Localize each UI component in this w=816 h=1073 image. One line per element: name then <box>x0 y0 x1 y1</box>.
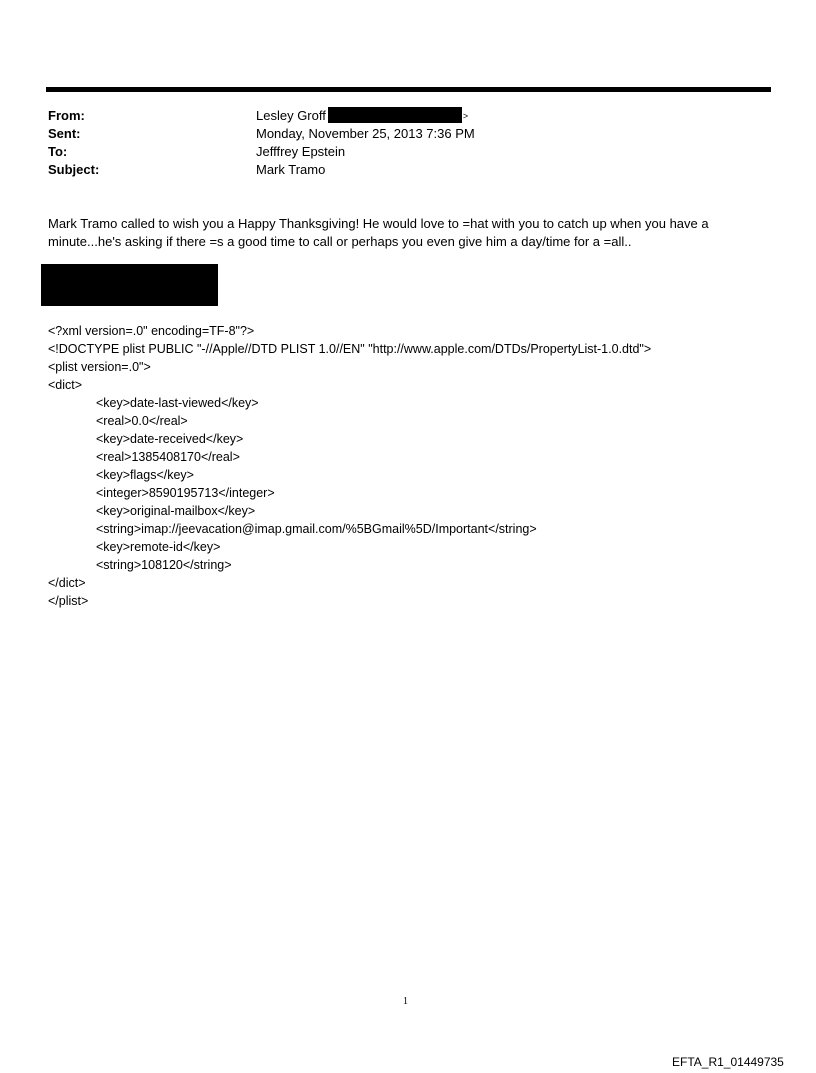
from-row <box>48 107 475 125</box>
to-row <box>48 143 475 161</box>
xml-line: <string>108120</string> <box>96 558 232 572</box>
xml-line: <real>1385408170</real> <box>96 450 240 464</box>
body-line-1: Mark Tramo called to wish you a Happy Thanksgiving! He would love to =hat with you to catch up when you have a <box>48 216 709 231</box>
from-name: Lesley Groff <box>256 108 326 123</box>
email-body <box>48 215 768 251</box>
xml-line: <key>original-mailbox</key> <box>96 504 256 518</box>
header-rule <box>46 87 771 92</box>
xml-line: <key>flags</key> <box>96 468 194 482</box>
to-value: Jefffrey Epstein <box>256 144 346 159</box>
email-header <box>48 107 475 179</box>
redaction-signature-block <box>41 264 218 306</box>
bates-number: EFTA_R1_01449735 <box>672 1055 784 1069</box>
xml-line: </plist> <box>48 594 89 608</box>
xml-line: <dict> <box>48 378 83 392</box>
sent-value: Monday, November 25, 2013 7:36 PM <box>256 126 475 141</box>
xml-line: <string>imap://jeevacation@imap.gmail.com/%5BGmail%5D/Important</string> <box>96 522 537 536</box>
sent-label: Sent: <box>48 126 81 141</box>
plist-xml-block <box>48 322 651 610</box>
xml-line: <key>date-received</key> <box>96 432 244 446</box>
sent-row <box>48 125 475 143</box>
from-trailing: > <box>462 111 469 121</box>
xml-line: <key>remote-id</key> <box>96 540 221 554</box>
redaction-email-address <box>328 107 462 123</box>
xml-line: <plist version=.0"> <box>48 360 151 374</box>
xml-line: <integer>8590195713</integer> <box>96 486 275 500</box>
from-label: From: <box>48 108 85 123</box>
to-label: To: <box>48 144 68 159</box>
xml-line: <!DOCTYPE plist PUBLIC "-//Apple//DTD PLIST 1.0//EN" "http://www.apple.com/DTDs/PropertyList-1.0.dtd"> <box>48 342 652 356</box>
subject-row <box>48 161 475 179</box>
xml-line: <key>date-last-viewed</key> <box>96 396 259 410</box>
subject-value: Mark Tramo <box>256 162 326 177</box>
subject-label: Subject: <box>48 162 100 177</box>
xml-line: <?xml version=.0" encoding=TF-8"?> <box>48 324 255 338</box>
body-line-2: minute...he's asking if there =s a good time to call or perhaps you even give him a day/time for a =all.. <box>48 234 632 249</box>
from-value <box>256 107 468 125</box>
xml-line: </dict> <box>48 576 86 590</box>
xml-line: <real>0.0</real> <box>96 414 188 428</box>
page-number: 1 <box>403 996 408 1007</box>
